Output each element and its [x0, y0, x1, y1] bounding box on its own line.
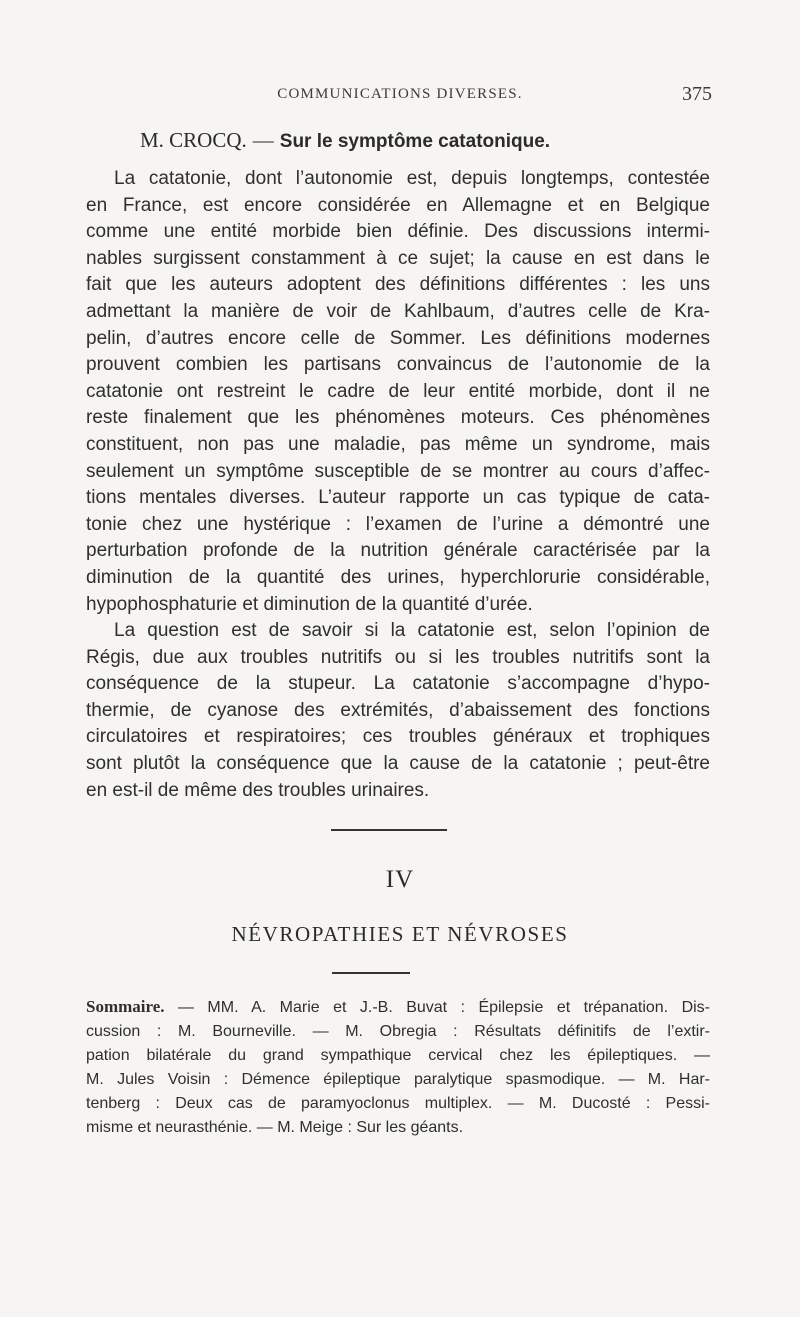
summary-lead: Sommaire. [86, 997, 165, 1016]
text-line: perturbation profonde de la nutrition générale caractérisée par la [86, 540, 710, 562]
section-number: IV [385, 866, 415, 893]
text-line: hypophosphaturie et diminution de la quantité d’urée. [86, 593, 533, 615]
summary-line [86, 995, 710, 1020]
text-line: tonie chez une hystérique : l’examen de l’urine a démontré une [86, 513, 710, 535]
section-title: NÉVROPATHIES ET NÉVROSES [231, 922, 569, 946]
text-line: sont plutôt la conséquence que la cause de la catatonie ; peut-être [86, 752, 710, 774]
summary-line: M. Jules Voisin : Démence épileptique paralytique spasmodique. — M. Har- [86, 1071, 710, 1088]
paragraph-1 [86, 166, 710, 618]
running-title: COMMUNICATIONS DIVERSES. [277, 86, 523, 102]
text-line: reste finalement que les phénomènes moteurs. Ces phénomènes [86, 407, 710, 429]
text-line: La question est de savoir si la catatonie est, selon l’opinion de [114, 620, 710, 641]
summary-line: tenberg : Deux cas de paramyoclonus multiplex. — M. Ducosté : Pessi- [86, 1095, 710, 1112]
text-line: tions mentales diverses. L’auteur rapporte un cas typique de cata- [86, 487, 710, 509]
summary-block [86, 995, 710, 1140]
article-title [140, 128, 740, 153]
text-line: circulatoires et respiratoires; ces troubles généraux et trophiques [86, 726, 710, 748]
text-line: conséquence de la stupeur. La catatonie s’accompagne d’hypo- [86, 673, 710, 695]
text-line: constituent, non pas une maladie, pas même un syndrome, mais [86, 433, 710, 455]
running-header [88, 83, 712, 110]
article-author: M. CROCQ. [140, 128, 247, 152]
page-number: 375 [682, 83, 712, 105]
article-headline: Sur le symptôme catatonique. [279, 131, 551, 152]
text-line: en est-il de même des troubles urinaires. [86, 779, 430, 801]
summary-line: pation bilatérale du grand sympathique cervical chez les épileptiques. — [86, 1047, 710, 1064]
text-line: thermie, de cyanose des extrémités, d’abaissement des fonctions [86, 699, 710, 721]
section-rule-bottom [332, 972, 410, 974]
title-separator: — [252, 128, 274, 152]
text-line: admettant la manière de voir de Kahlbaum, d’autres celle de Kra- [86, 300, 710, 322]
text-line: La catatonie, dont l’autonomie est, depuis longtemps, contestée [114, 168, 710, 189]
text-line: diminution de la quantité des urines, hyperchlorurie considérable, [86, 566, 710, 588]
summary-line: misme et neurasthénie. — M. Meige : Sur les géants. [86, 1119, 464, 1136]
text-line: comme une entité morbide bien définie. Des discussions intermi- [86, 221, 710, 243]
text-line: nables surgissent constamment à ce sujet; la cause en est dans le [86, 247, 710, 269]
text-line: catatonie ont restreint le cadre de leur entité morbide, dont il ne [86, 380, 710, 402]
text-line: seulement un symptôme susceptible de se montrer au cours d’affec- [86, 460, 710, 482]
text-line: prouvent combien les partisans convaincus de l’autonomie de la [86, 354, 710, 376]
text-line: pelin, d’autres encore celle de Sommer. Les définitions modernes [86, 327, 710, 349]
text-line: Régis, due aux troubles nutritifs ou si les troubles nutritifs sont la [86, 646, 710, 668]
summary-text: — MM. A. Marie et J.-B. Buvat : Épilepsie et trépanation. Dis- [164, 999, 710, 1016]
summary-line: cussion : M. Bourneville. — M. Obregia : Résultats définitifs de l’extir- [86, 1023, 710, 1040]
text-line: en France, est encore considérée en Allemagne et en Belgique [86, 194, 710, 216]
paragraph-2 [86, 618, 710, 804]
text-line: fait que les auteurs adoptent des définitions différentes : les uns [86, 274, 710, 296]
section-rule-top [331, 829, 447, 831]
